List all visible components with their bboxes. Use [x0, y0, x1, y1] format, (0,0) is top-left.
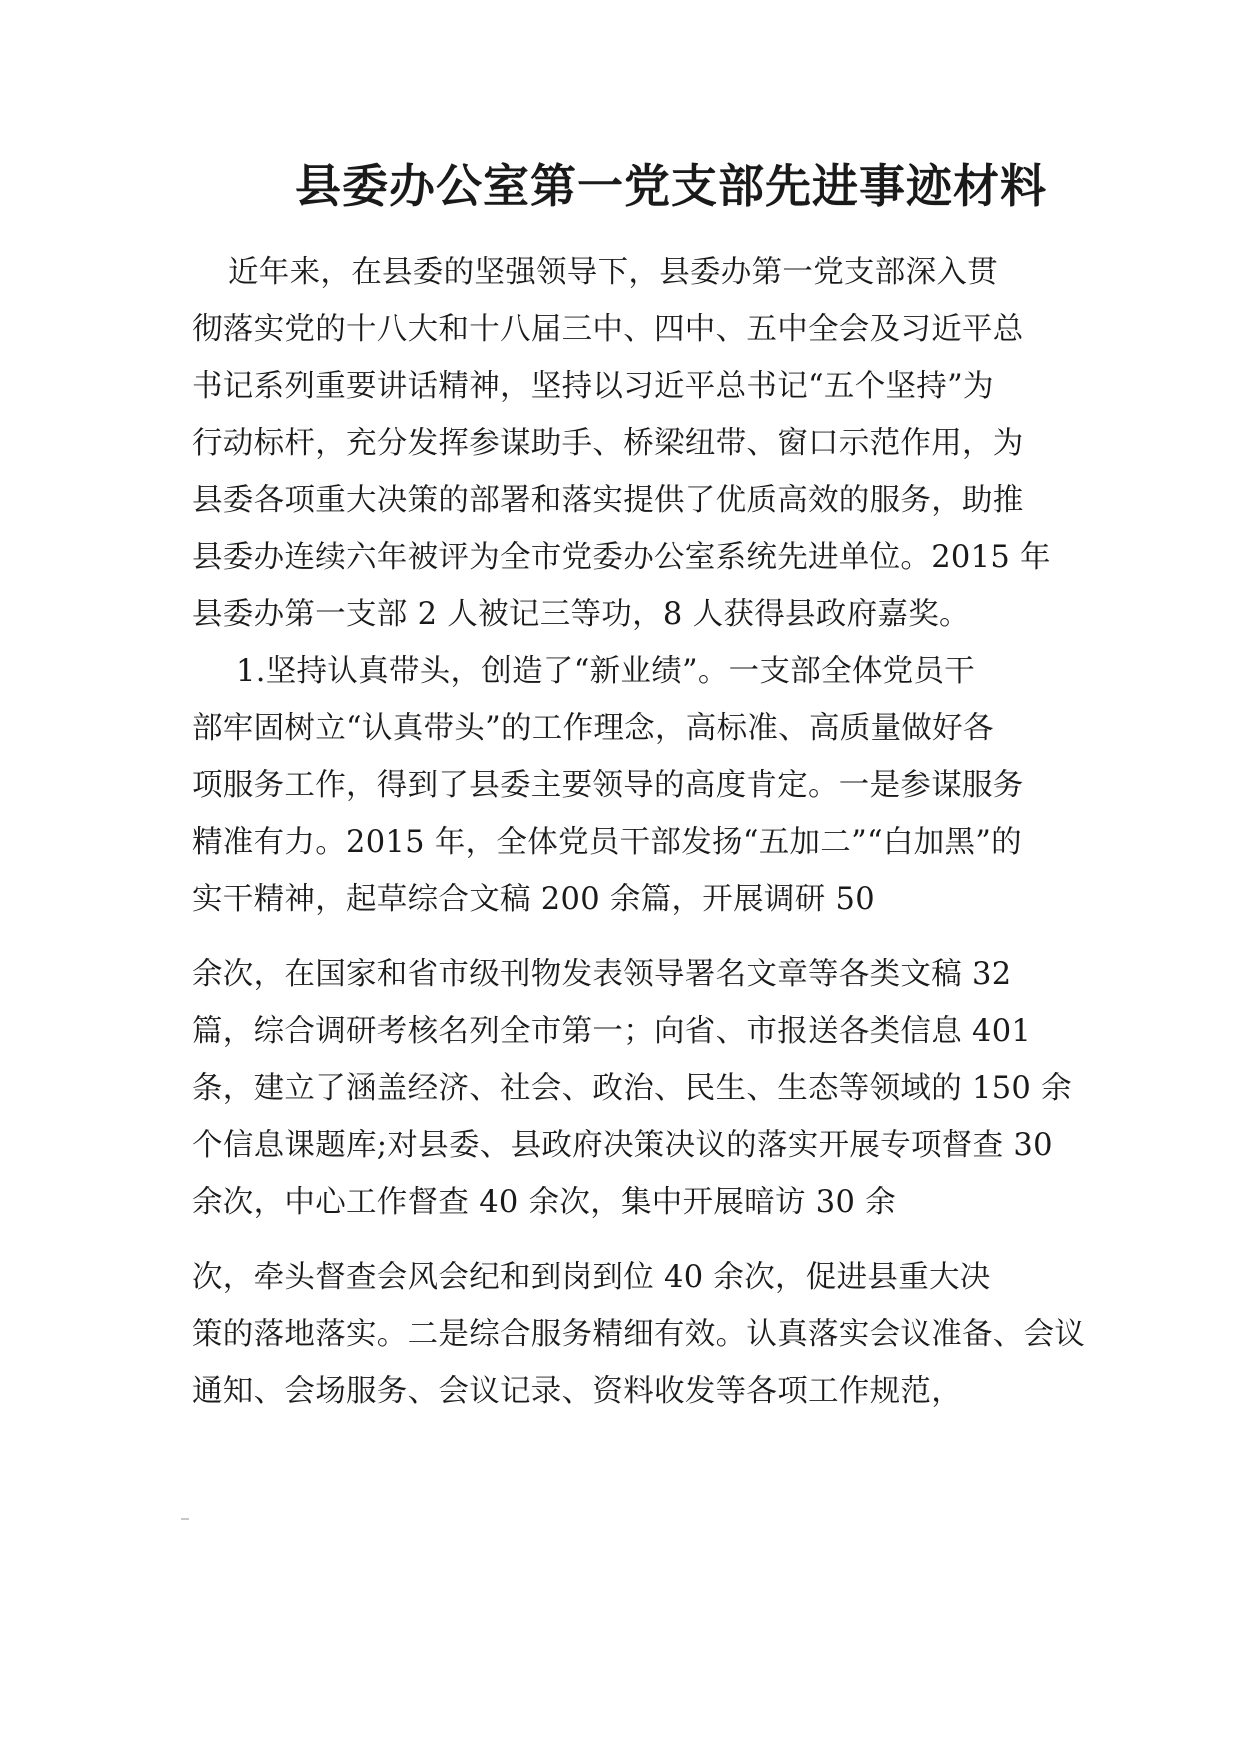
paragraph-line: 实干精神，起草综合文稿 200 余篇，开展调研 50: [192, 882, 875, 917]
paragraph-line: 县委办第一支部 2 人被记三等功，8 人获得县政府嘉奖。: [192, 597, 970, 632]
paragraph-line: 条，建立了涵盖经济、社会、政治、民生、生态等领域的 150 余: [192, 1071, 1072, 1106]
paragraph-line: 余次，中心工作督查 40 余次，集中开展暗访 30 余: [192, 1185, 896, 1220]
paragraph-line: 个信息课题库;对县委、县政府决策决议的落实开展专项督查 30: [192, 1128, 1053, 1163]
paragraph-line: 精准有力。2015 年，全体党员干部发扬“五加二”“白加黑”的: [192, 825, 1022, 860]
paragraph-line: 项服务工作，得到了县委主要领导的高度肯定。一是参谋服务: [192, 768, 1024, 803]
paragraph-line: 策的落地落实。二是综合服务精细有效。认真落实会议准备、会议: [192, 1317, 1086, 1352]
paragraph-line: 县委各项重大决策的部署和落实提供了优质高效的服务，助推: [192, 483, 1024, 518]
page-footer-mark: [181, 1518, 189, 1520]
paragraph-line: 通知、会场服务、会议记录、资料收发等各项工作规范，: [192, 1374, 962, 1409]
paragraph-line: 1.坚持认真带头，创造了“新业绩”。一支部全体党员干: [236, 654, 976, 689]
document-title: 县委办公室第一党支部先进事迹材料: [295, 159, 1047, 213]
paragraph-line: 近年来，在县委的坚强领导下，县委办第一党支部深入贯: [228, 255, 998, 290]
paragraph-line: 部牢固树立“认真带头”的工作理念，高标准、高质量做好各: [192, 711, 994, 746]
paragraph-line: 行动标杆，充分发挥参谋助手、桥梁纽带、窗口示范作用，为: [192, 426, 1024, 461]
paragraph-line: 次，牵头督查会风会纪和到岗到位 40 余次，促进县重大决: [192, 1260, 991, 1295]
paragraph-line: 书记系列重要讲话精神，坚持以习近平总书记“五个坚持”为: [192, 369, 994, 404]
paragraph-line: 余次，在国家和省市级刊物发表领导署名文章等各类文稿 32: [192, 957, 1012, 992]
paragraph-line: 彻落实党的十八大和十八届三中、四中、五中全会及习近平总: [192, 312, 1024, 347]
paragraph-line: 篇，综合调研考核名列全市第一；向省、市报送各类信息 401: [192, 1014, 1032, 1049]
paragraph-line: 县委办连续六年被评为全市党委办公室系统先进单位。2015 年: [192, 540, 1051, 575]
